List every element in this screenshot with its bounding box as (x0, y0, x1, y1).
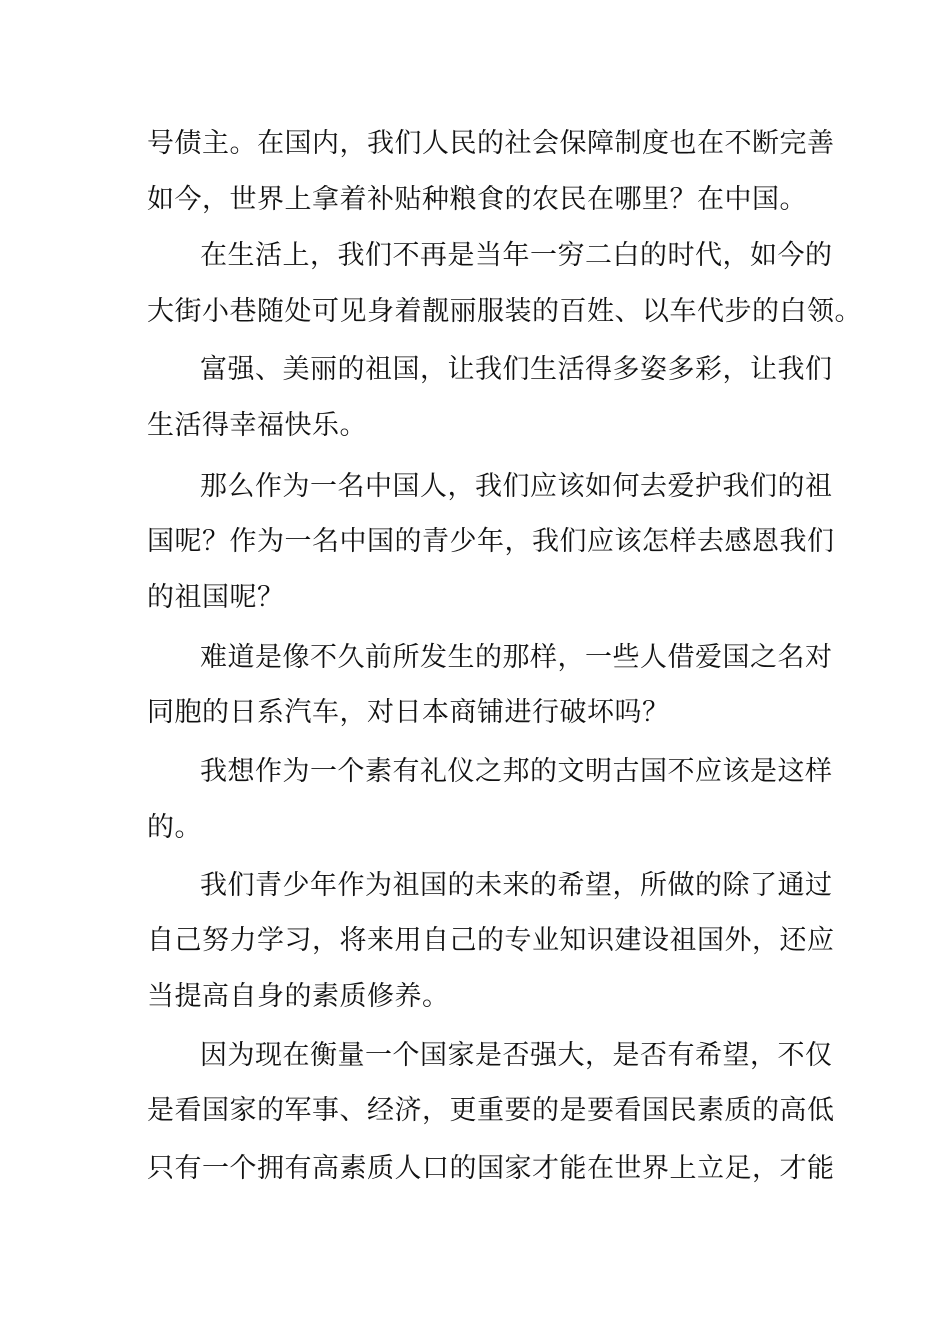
paragraph-start-line: 那么作为一名中国人，我们应该如何去爱护我们的祖 (200, 471, 833, 502)
text-line: 号债主。在国内，我们人民的社会保障制度也在不断完善 (147, 128, 835, 159)
paragraph-start-line: 因为现在衡量一个国家是否强大，是否有希望，不仅 (200, 1040, 833, 1071)
text-line: 国呢？作为一名中国的青少年，我们应该怎样去感恩我们 (147, 526, 835, 557)
paragraph-start-line: 我想作为一个素有礼仪之邦的文明古国不应该是这样 (200, 756, 833, 787)
text-line: 大街小巷随处可见身着靓丽服装的百姓、以车代步的白领。 (147, 296, 862, 327)
text-line: 自己努力学习，将来用自己的专业知识建设祖国外，还应 (147, 925, 835, 956)
paragraph-start-line: 我们青少年作为祖国的未来的希望，所做的除了通过 (200, 870, 833, 901)
paragraph-start-line: 富强、美丽的祖国，让我们生活得多姿多彩，让我们 (200, 354, 833, 385)
text-line: 同胞的日系汽车，对日本商铺进行破坏吗？ (147, 697, 670, 728)
text-line: 当提高自身的素质修养。 (147, 981, 450, 1012)
text-line: 只有一个拥有高素质人口的国家才能在世界上立足，才能 (147, 1153, 835, 1184)
text-line: 的。 (147, 812, 202, 843)
text-line: 的祖国呢？ (147, 582, 285, 613)
text-line: 如今，世界上拿着补贴种粮食的农民在哪里？在中国。 (147, 184, 807, 215)
paragraph-start-line: 难道是像不久前所发生的那样，一些人借爱国之名对 (200, 642, 833, 673)
text-line: 生活得幸福快乐。 (147, 410, 367, 441)
text-line: 是看国家的军事、经济，更重要的是要看国民素质的高低 (147, 1095, 835, 1126)
paragraph-start-line: 在生活上，我们不再是当年一穷二白的时代，如今的 (200, 240, 833, 271)
